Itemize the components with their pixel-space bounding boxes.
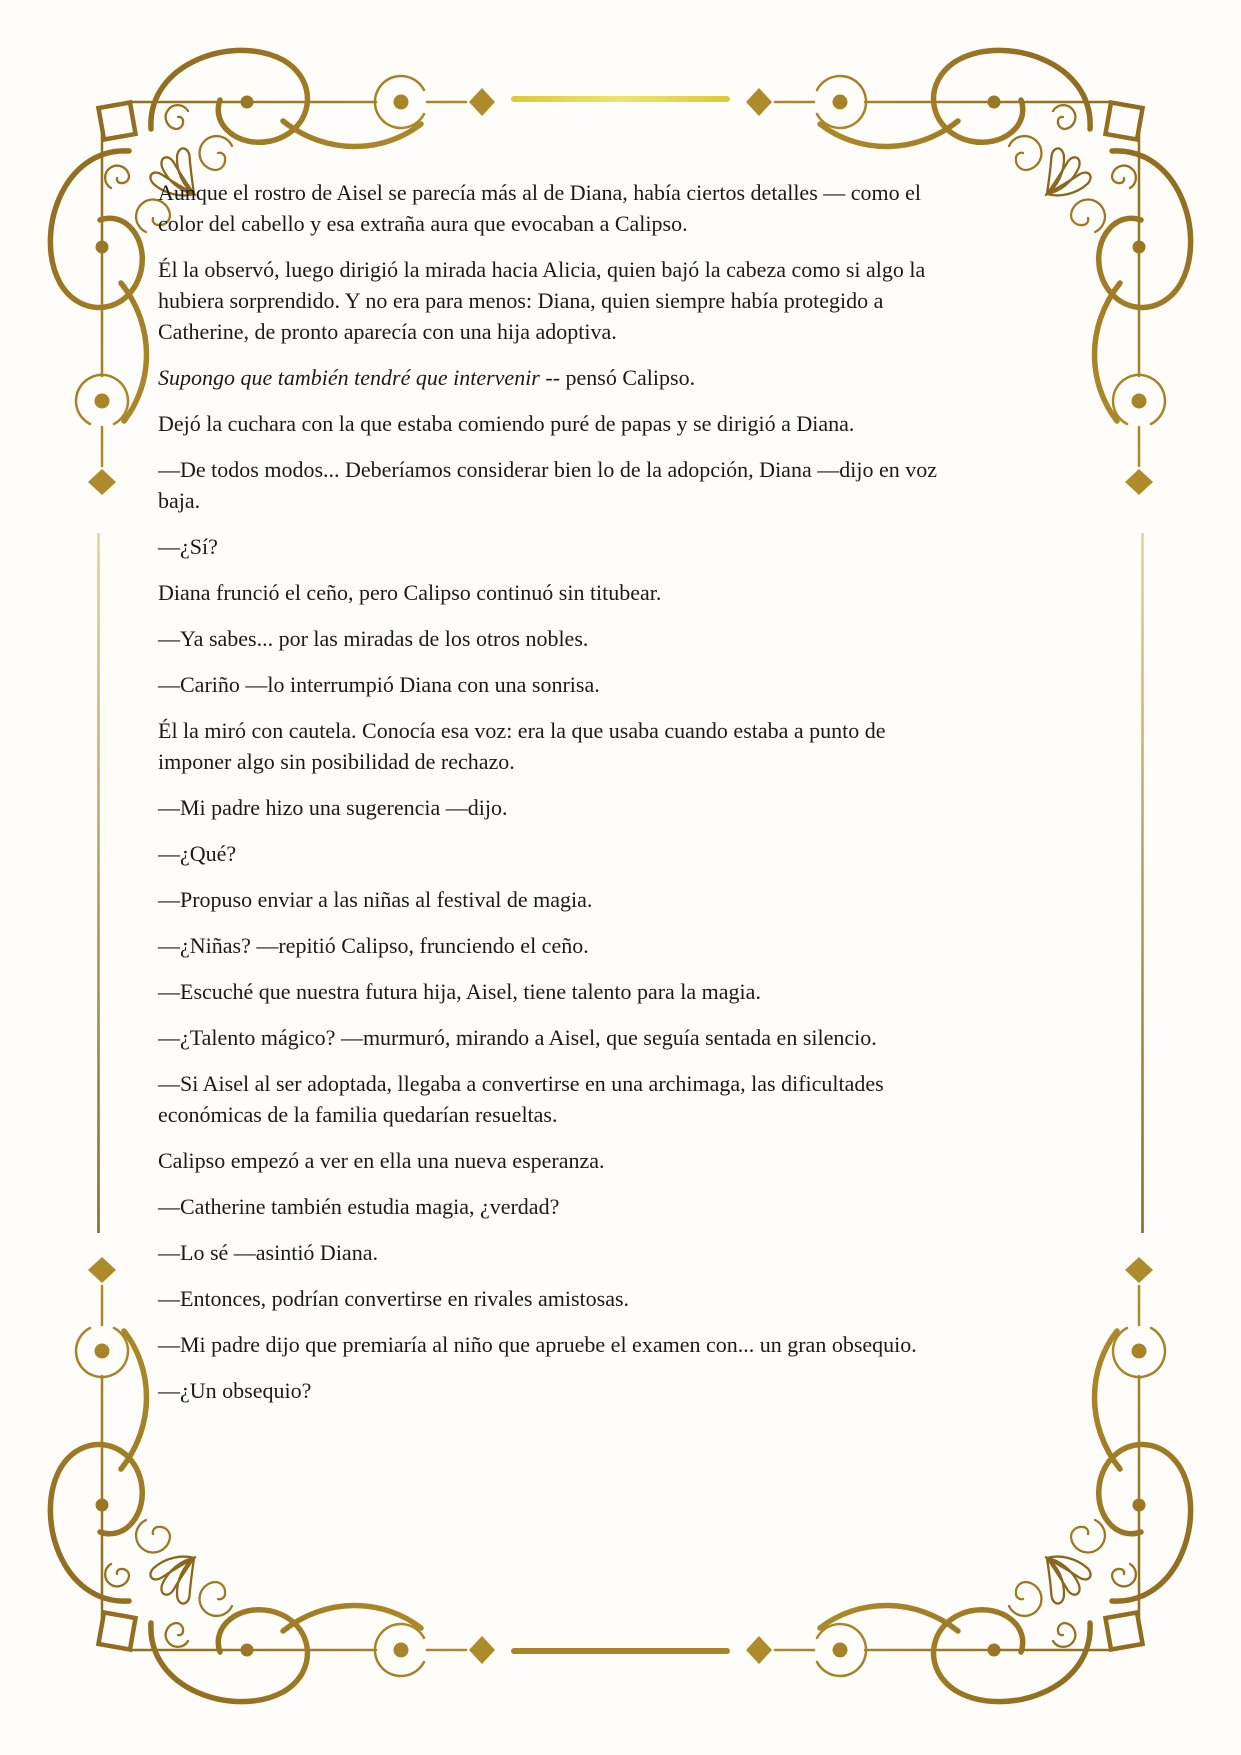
paragraph — [158, 577, 944, 608]
text-run: Él la miró con cautela. Conocía esa voz: era la que usaba cuando estaba a punto de imponer algo sin posibilidad de rechazo. — [158, 718, 886, 774]
text-run: Calipso empezó a ver en ella una nueva esperanza. — [158, 1148, 605, 1173]
text-run: —Ya sabes... por las miradas de los otros nobles. — [158, 626, 589, 651]
text-run: —Catherine también estudia magia, ¿verdad? — [158, 1194, 560, 1219]
text-run: Supongo que también tendré que intervenir — [158, 365, 540, 390]
text-run: -- pensó Calipso. — [539, 365, 696, 390]
paragraph — [158, 177, 944, 239]
text-run: —¿Qué? — [158, 841, 237, 866]
text-run: Dejó la cuchara con la que estaba comiendo puré de papas y se dirigió a Diana. — [158, 411, 855, 436]
paragraph — [158, 1022, 944, 1053]
text-run: —De todos modos... Deberíamos considerar bien lo de la adopción, Diana —dijo en voz baja. — [158, 457, 937, 513]
text-run: —Entonces, podrían convertirse en rivales amistosas. — [158, 1286, 630, 1311]
paragraph — [158, 1145, 944, 1176]
text-run: —¿Niñas? —repitió Calipso, frunciendo el ceño. — [158, 933, 589, 958]
paragraph — [158, 715, 944, 777]
paragraph — [158, 531, 944, 562]
page-text — [158, 177, 944, 1421]
text-run: Él la observó, luego dirigió la mirada hacia Alicia, quien bajó la cabeza como si algo la hubiera sorprendido. Y no era para menos: Diana, quien siempre había protegido a Catherine, de pronto aparecía con una hija adoptiva. — [158, 257, 926, 344]
text-run: Diana frunció el ceño, pero Calipso continuó sin titubear. — [158, 580, 662, 605]
paragraph — [158, 792, 944, 823]
paragraph — [158, 1237, 944, 1268]
paragraph — [158, 838, 944, 869]
paragraph — [158, 884, 944, 915]
paragraph — [158, 1329, 944, 1360]
paragraph — [158, 976, 944, 1007]
text-run: —Mi padre dijo que premiaría al niño que apruebe el examen con... un gran obsequio. — [158, 1332, 917, 1357]
paragraph — [158, 623, 944, 654]
paragraph — [158, 1191, 944, 1222]
text-run: Aunque el rostro de Aisel se parecía más al de Diana, había ciertos detalles — como el color del cabello y esa extraña aura que evocaban a Calipso. — [158, 180, 922, 236]
text-run: —Cariño —lo interrumpió Diana con una sonrisa. — [158, 672, 600, 697]
paragraph — [158, 1068, 944, 1130]
text-run: —¿Un obsequio? — [158, 1378, 312, 1403]
paragraph — [158, 408, 944, 439]
text-run: —Mi padre hizo una sugerencia —dijo. — [158, 795, 508, 820]
text-run: —Escuché que nuestra futura hija, Aisel, tiene talento para la magia. — [158, 979, 761, 1004]
paragraph — [158, 930, 944, 961]
text-run: —¿Talento mágico? —murmuró, mirando a Aisel, que seguía sentada en silencio. — [158, 1025, 877, 1050]
paragraph — [158, 1283, 944, 1314]
paragraph — [158, 254, 944, 347]
text-run: —Propuso enviar a las niñas al festival de magia. — [158, 887, 593, 912]
text-run: —Si Aisel al ser adoptada, llegaba a convertirse en una archimaga, las dificultades económicas de la familia quedarían resueltas. — [158, 1071, 884, 1127]
paragraph — [158, 669, 944, 700]
paragraph — [158, 454, 944, 516]
text-run: —Lo sé —asintió Diana. — [158, 1240, 378, 1265]
text-run: —¿Sí? — [158, 534, 218, 559]
paragraph — [158, 1375, 944, 1406]
paragraph — [158, 362, 944, 393]
